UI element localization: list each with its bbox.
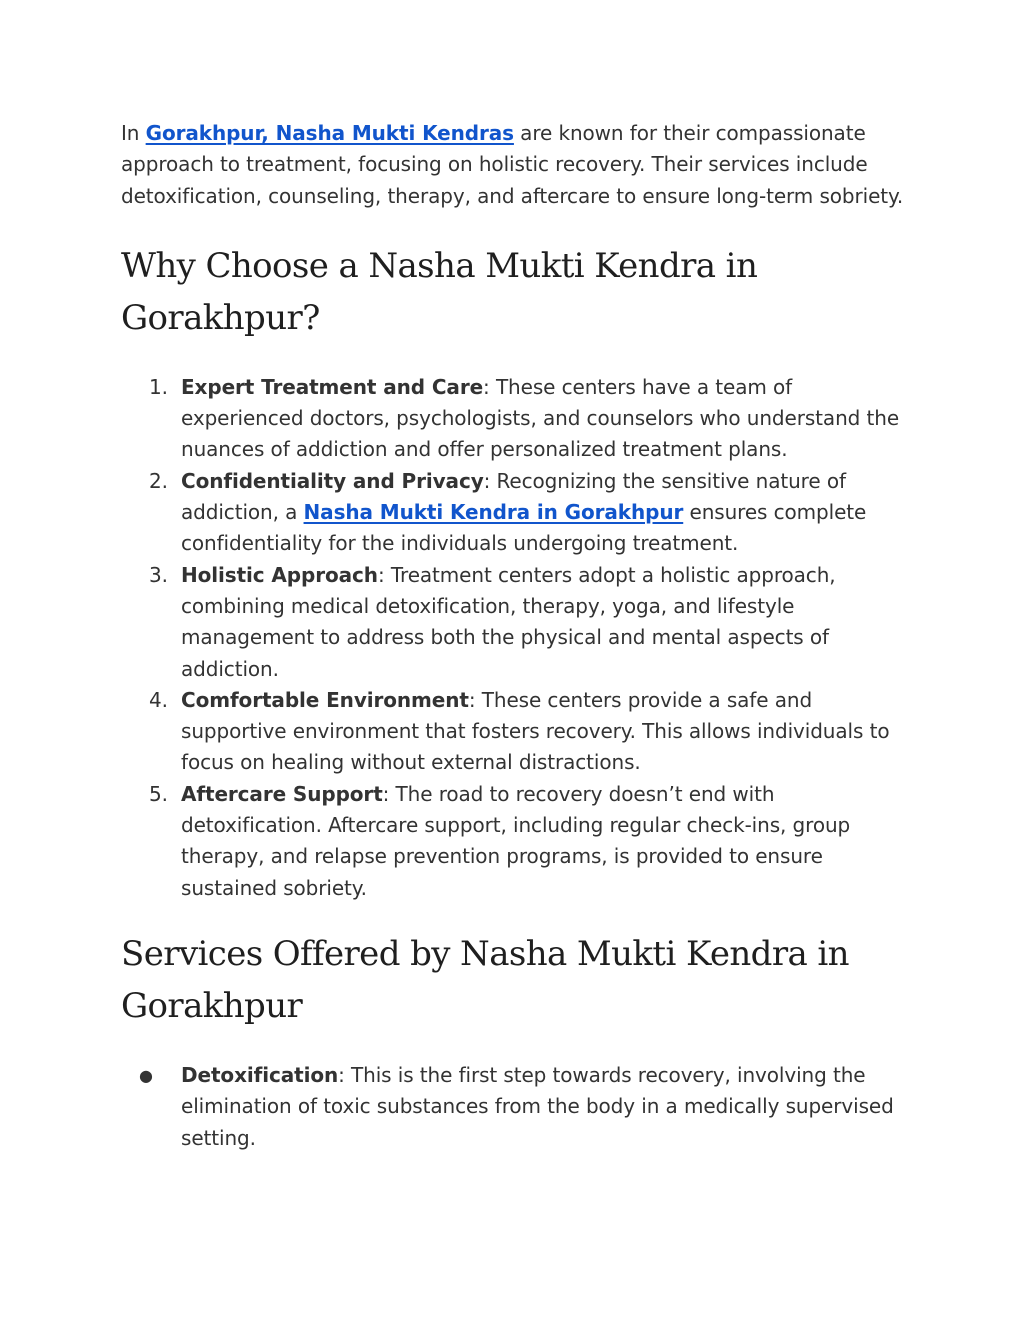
list-number: 5. [149,781,168,806]
item-term: Detoxification [181,1062,339,1087]
list-number: 1. [149,374,168,399]
list-item [121,560,911,685]
list-item [121,1060,911,1154]
item-text-before: : Recognizing the sensitive nature of addiction, a [181,468,846,525]
item-term: Expert Treatment and Care [181,374,484,399]
intro-link[interactable]: Gorakhpur, Nasha Mukti Kendras [145,121,514,145]
services-list [121,1060,911,1154]
item-text-after: ensures complete confidentiality for the individuals undergoing treatment. [181,500,867,556]
list-number: 2. [149,468,168,493]
list-item [121,779,911,904]
item-text: : These centers have a team of experienced doctors, psychologists, and counselors who understand the nuances of addiction and offer personalized treatment plans. [181,374,900,462]
reasons-list [121,372,911,904]
item-term: Comfortable Environment [181,687,469,712]
item-term: Confidentiality and Privacy [181,468,484,493]
list-number: 3. [149,562,168,587]
intro-paragraph [121,118,911,212]
item-text: : Treatment centers adopt a holistic approach, combining medical detoxification, therapy, yoga, and lifestyle management to address both the physical and mental aspects of addiction. [181,562,836,681]
item-text: : The road to recovery doesn’t end with detoxification. Aftercare support, including regular check-ins, group therapy, and relapse prevention programs, is provided to ensure sustained sobriety. [181,781,851,900]
intro-text-after: are known for their compassionate approach to treatment, focusing on holistic recovery. Their services include detoxification, counseling, therapy, and aftercare to ensure long-term sobriety. [121,121,904,208]
document-body [121,118,911,1154]
list-item [121,466,911,560]
bullet-icon: ● [139,1065,153,1085]
intro-text-before: In [121,121,146,145]
item-term: Aftercare Support [181,781,383,806]
list-number: 4. [149,687,168,712]
list-item [121,372,911,466]
list-item [121,685,911,779]
heading-why-choose: Why Choose a Nasha Mukti Kendra in Gorakhpur? [121,245,758,338]
item-text: : This is the first step towards recovery, involving the elimination of toxic substances from the body in a medically supervised setting. [181,1062,894,1150]
item-term: Holistic Approach [181,562,378,587]
item-text: : These centers provide a safe and supportive environment that fosters recovery. This allows individuals to focus on healing without external distractions. [181,687,890,775]
heading-services-offered: Services Offered by Nasha Mukti Kendra in Gorakhpur [121,933,849,1026]
kendra-link[interactable]: Nasha Mukti Kendra in Gorakhpur [303,500,684,525]
